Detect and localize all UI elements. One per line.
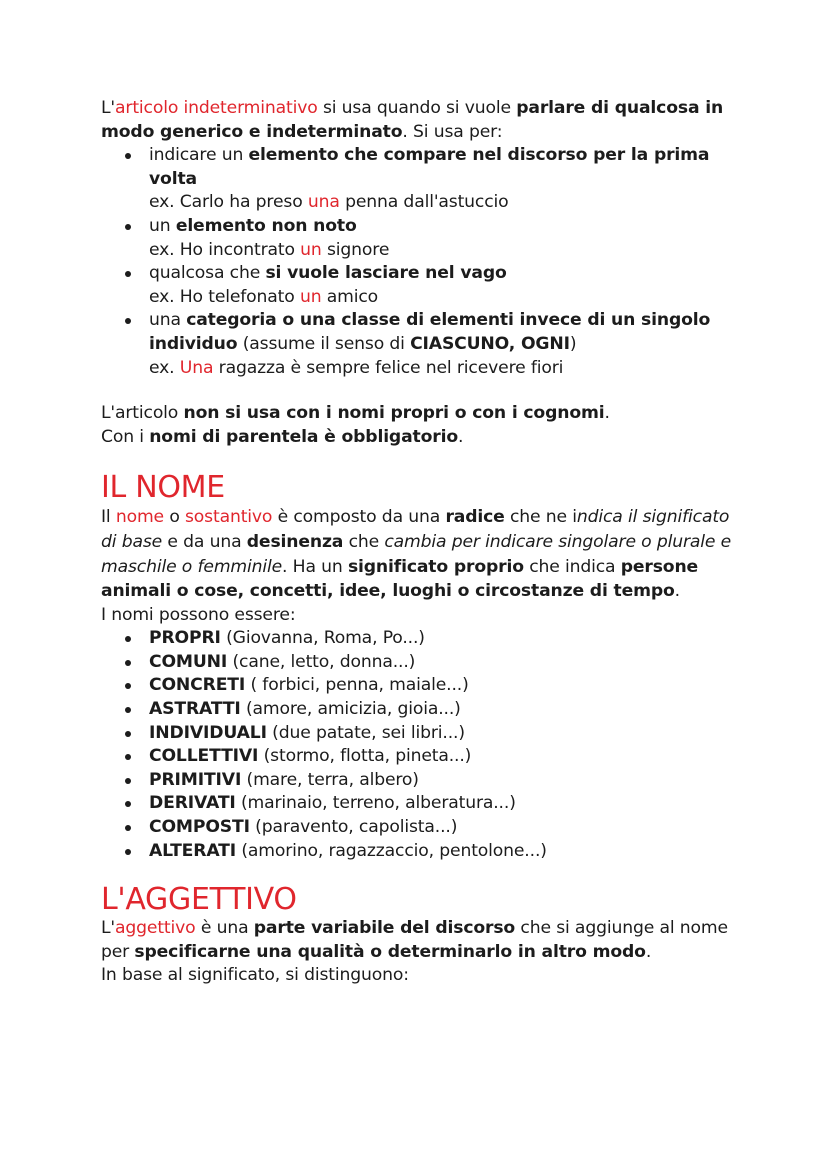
bullet-icon (125, 801, 131, 807)
bullet-icon (125, 825, 131, 831)
heading-aggettivo: L'AGGETTIVO (101, 882, 297, 918)
bullet-icon (125, 224, 131, 230)
example: ex. Carlo ha preso una penna dall'astuccio (149, 192, 509, 213)
list-item: COLLETTIVI (stormo, flotta, pineta...) (101, 745, 741, 769)
aggettivo-list-intro: In base al significato, si distinguono: (101, 965, 409, 986)
list-item: qualcosa che si vuole lasciare nel vago ex. Ho telefonato un amico (101, 262, 741, 309)
articolo-note-2: Con i nomi di parentela è obbligatorio. (101, 426, 464, 447)
articolo-note-1: L'articolo non si usa con i nomi propri o con i cognomi. (101, 403, 610, 424)
document-page (101, 97, 741, 988)
bullet-icon (125, 318, 131, 324)
bullet-icon (125, 778, 131, 784)
aggettivo-definition: L'aggettivo è una parte variabile del discorso che si aggiunge al nome per specificarne una qualità o determinarlo in altro modo. (101, 918, 728, 962)
term-articolo-indeterminativo: articolo indeterminativo (115, 98, 318, 118)
list-item: un elemento non noto ex. Ho incontrato un signore (101, 215, 741, 262)
bullet-icon (125, 707, 131, 713)
list-item: ALTERATI (amorino, ragazzaccio, pentolone...) (101, 840, 741, 864)
articolo-intro: L'articolo indeterminativo si usa quando si vuole parlare di qualcosa in modo generico e indeterminato. Si usa per: (101, 98, 724, 142)
list-item: indicare un elemento che compare nel discorso per la prima volta ex. Carlo ha preso una penna dall'astuccio (101, 144, 741, 215)
list-item: ASTRATTI (amore, amicizia, gioia...) (101, 698, 741, 722)
list-item: DERIVATI (marinaio, terreno, alberatura...) (101, 792, 741, 816)
bullet-icon (125, 660, 131, 666)
bullet-icon (125, 731, 131, 737)
list-item: PRIMITIVI (mare, terra, albero) (101, 769, 741, 793)
example: ex. Ho telefonato un amico (149, 286, 379, 307)
list-item: COMUNI (cane, letto, donna...) (101, 651, 741, 675)
list-item: PROPRI (Giovanna, Roma, Po...) (101, 627, 741, 651)
bullet-icon (125, 271, 131, 277)
articolo-uses-list (101, 144, 741, 380)
noun-types-list (101, 627, 741, 863)
heading-il-nome: IL NOME (101, 470, 225, 506)
nome-list-intro: I nomi possono essere: (101, 604, 296, 625)
bullet-icon (125, 153, 131, 159)
example: ex. Ho incontrato un signore (149, 239, 390, 260)
bullet-icon (125, 849, 131, 855)
list-item: COMPOSTI (paravento, capolista...) (101, 816, 741, 840)
bullet-icon (125, 636, 131, 642)
list-item: una categoria o una classe di elementi invece di un singolo individuo (assume il senso di CIASCUNO, OGNI) ex. Una ragazza è sempre felice nel ricevere fiori (101, 309, 741, 380)
bullet-icon (125, 683, 131, 689)
bullet-icon (125, 754, 131, 760)
nome-definition: Il nome o sostantivo è composto da una radice che ne indica il significato di base e da una desinenza che cambia per indicare singolare o plurale e maschile o femminile. Ha un significato proprio che indica persone animali o cose, concetti, idee, luoghi o circostanze di tempo. (101, 507, 732, 602)
list-item: INDIVIDUALI (due patate, sei libri...) (101, 722, 741, 746)
example: ex. Una ragazza è sempre felice nel ricevere fiori (149, 357, 564, 378)
list-item: CONCRETI ( forbici, penna, maiale...) (101, 674, 741, 698)
